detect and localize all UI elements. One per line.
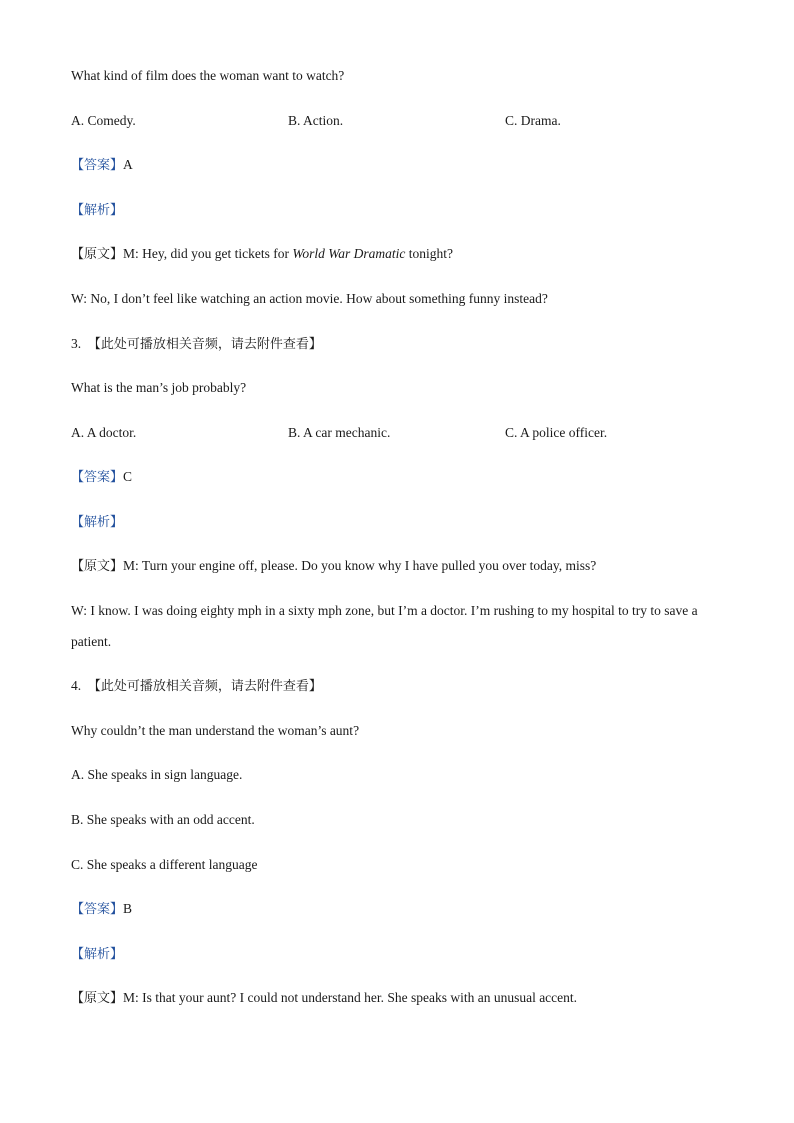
q3-options bbox=[71, 424, 607, 442]
q3-answer-value: C bbox=[123, 469, 133, 484]
q4-heading bbox=[71, 677, 322, 696]
q4-question: Why couldn’t the man understand the woman’s aunt? bbox=[71, 723, 360, 738]
q2-option-b: B. Action. bbox=[288, 113, 344, 128]
answer-label: 【答案】 bbox=[71, 158, 124, 173]
q3-transcript-w: W: I know. I was doing eighty mph in a sixty mph zone, but I’m a doctor. I’m rushing to my hospital to try to save a patient. bbox=[71, 603, 698, 649]
transcript-label: 【原文】 bbox=[71, 991, 124, 1006]
q2-options bbox=[71, 112, 561, 130]
q2-transcript-w: W: No, I don’t feel like watching an action movie. How about something funny instead? bbox=[71, 291, 548, 306]
transcript-label: 【原文】 bbox=[71, 247, 124, 262]
q3-audio-note: 【此处可播放相关音频，请去附件查看】 bbox=[87, 337, 322, 352]
q4-number: 4. bbox=[71, 678, 82, 693]
film-title: World War Dramatic bbox=[292, 246, 406, 261]
q3-analysis bbox=[71, 513, 123, 532]
q2-answer-value: A bbox=[123, 157, 133, 172]
q3-transcript-m-text: M: Turn your engine off, please. Do you know why I have pulled you over today, miss? bbox=[123, 558, 597, 573]
q2-answer bbox=[71, 156, 133, 175]
q2-question: What kind of film does the woman want to watch? bbox=[71, 68, 345, 83]
transcript-label: 【原文】 bbox=[71, 559, 124, 574]
q4-option-c: C. She speaks a different language bbox=[71, 857, 258, 872]
q3-number: 3. bbox=[71, 336, 82, 351]
q4-transcript-m-text: M: Is that your aunt? I could not understand her. She speaks with an unusual accent. bbox=[123, 990, 578, 1005]
q3-transcript-m bbox=[71, 557, 596, 576]
q3-option-c: C. A police officer. bbox=[505, 425, 608, 440]
q4-option-b: B. She speaks with an odd accent. bbox=[71, 812, 255, 827]
q4-answer bbox=[71, 900, 132, 919]
q2-option-c: C. Drama. bbox=[505, 113, 561, 128]
q3-heading bbox=[71, 335, 322, 354]
q3-answer bbox=[71, 468, 132, 487]
analysis-label: 【解析】 bbox=[71, 947, 124, 962]
q2-transcript-m-text: M: Hey, did you get tickets for bbox=[123, 246, 293, 261]
q4-analysis bbox=[71, 945, 123, 964]
q2-transcript-m bbox=[71, 245, 453, 264]
q2-transcript-m-end: tonight? bbox=[405, 246, 454, 261]
analysis-label: 【解析】 bbox=[71, 203, 124, 218]
q2-option-a: A. Comedy. bbox=[71, 113, 136, 128]
answer-label: 【答案】 bbox=[71, 902, 124, 917]
q4-transcript-m bbox=[71, 989, 577, 1008]
q4-audio-note: 【此处可播放相关音频，请去附件查看】 bbox=[87, 679, 322, 694]
q3-question: What is the man’s job probably? bbox=[71, 380, 247, 395]
q3-option-a: A. A doctor. bbox=[71, 425, 137, 440]
q2-analysis bbox=[71, 201, 123, 220]
q4-answer-value: B bbox=[123, 901, 133, 916]
q4-option-a: A. She speaks in sign language. bbox=[71, 767, 243, 782]
answer-label: 【答案】 bbox=[71, 470, 124, 485]
q3-option-b: B. A car mechanic. bbox=[288, 425, 391, 440]
analysis-label: 【解析】 bbox=[71, 515, 124, 530]
